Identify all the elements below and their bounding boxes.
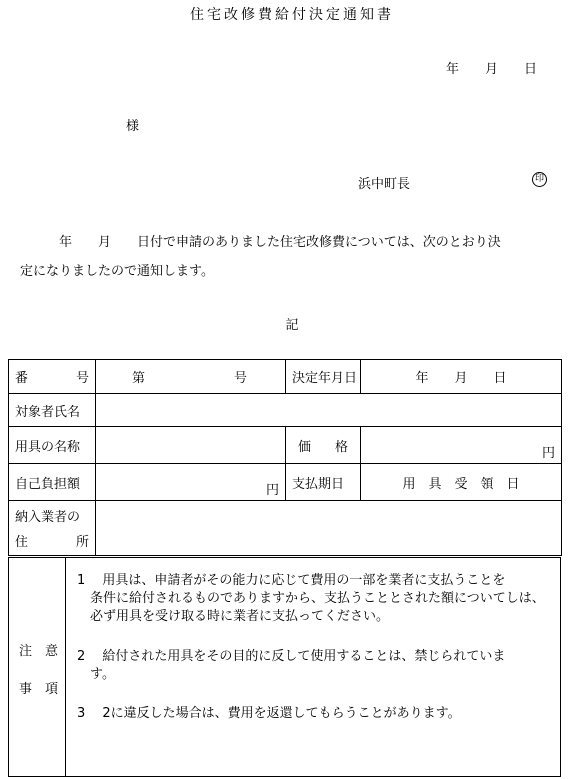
vendor-address-cell[interactable] (96, 501, 562, 556)
table-row (9, 464, 562, 501)
target-name-value-cell[interactable] (96, 394, 562, 427)
notes-label-1: 注 意 (19, 644, 59, 659)
body-paragraph (20, 228, 580, 286)
table-row (9, 394, 562, 427)
note-item-1: 1 用具は、申請者がその能力に応じて費用の一部を業者に支払うことを 条件に給付されるものでありますから、支払うこととされた額についてしは、必ず用具を受け取る時に業者に支払ってください。 (77, 573, 545, 624)
item-name-value-cell[interactable] (96, 427, 286, 464)
addressee-suffix: 様 (126, 119, 140, 134)
self-pay-label-cell: 自己負担額 (9, 464, 96, 501)
notes-label-column (9, 558, 66, 776)
notes-box (8, 557, 561, 777)
payment-date-label-cell: 支払期日 (286, 464, 361, 501)
decision-date-label-cell: 決定年月日 (286, 360, 361, 394)
receipt-date-cell[interactable]: 用 具 受 領 日 (361, 464, 562, 501)
number-label-cell: 番 号 (9, 360, 96, 394)
seal-mark: 印 (532, 172, 547, 187)
note-item-3: 3 2に違反した場合は、費用を返還してもらうことがあります。 (77, 706, 461, 721)
body-line-1: 年 月 日付で申請のありました住宅改修費については、次のとおり決 (20, 235, 501, 250)
note-item-2: 2 給付された用具をその目的に反して使用することは、禁じられていま す。 (77, 649, 506, 682)
price-value-cell[interactable] (361, 427, 562, 464)
table-row (9, 427, 562, 464)
issuer-name: 浜中町長 (358, 177, 411, 192)
vendor-label-cell: 納入業者の 住 所 (9, 501, 96, 556)
notes-label-2: 事 項 (19, 682, 59, 697)
price-label-cell: 価 格 (286, 427, 361, 464)
ki-heading: 記 (285, 318, 299, 333)
yen-unit: 円 (265, 483, 279, 498)
table-row (9, 501, 562, 556)
body-line-2: 定になりましたので通知します。 (20, 264, 214, 279)
table-row (9, 360, 562, 394)
yen-unit: 円 (542, 446, 556, 461)
target-name-label-cell: 対象者氏名 (9, 394, 96, 427)
document-title: 住宅改修費給付決定通知書 (190, 7, 394, 23)
item-name-label-cell: 用具の名称 (9, 427, 96, 464)
decision-table (8, 359, 562, 556)
issue-date: 年 月 日 (446, 62, 538, 77)
self-pay-value-cell[interactable] (96, 464, 286, 501)
number-value-cell[interactable]: 第 号 (96, 360, 286, 394)
decision-date-value-cell[interactable]: 年 月 日 (361, 360, 562, 394)
